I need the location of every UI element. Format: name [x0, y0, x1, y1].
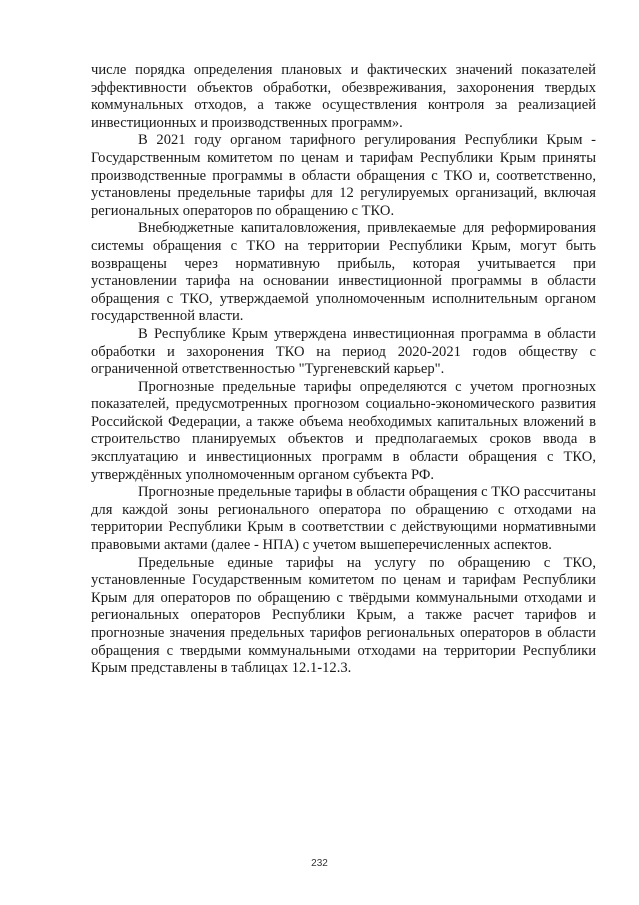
paragraph-tariff-calculation: Прогнозные предельные тарифы в области обращения с ТКО рассчитаны для каждой зоны регионального оператора по обращению с отходами на территории Республики Крым в соответствии с действующими нормативными правовыми актами (далее - НПА) с учетом вышеперечисленных аспектов.: [91, 484, 596, 554]
paragraph-investment-program: В Республике Крым утверждена инвестиционная программа в области обработки и захоронения ТКО на период 2020-2021 годов обществу с ограниченной ответственностью "Тургеневский карьер".: [91, 325, 596, 378]
paragraph-capital-investment: Внебюджетные капиталовложения, привлекаемые для реформирования системы обращения с ТКО на территории Республики Крым, могут быть возвращены через нормативную прибыль, которая учитывается при установлении тарифа на основании инвестиционной программы в области обращения с ТКО, утверждаемой уполномоченным исполнительным органом государственной власти.: [91, 220, 596, 325]
paragraph-forecast-tariffs: Прогнозные предельные тарифы определяются с учетом прогнозных показателей, предусмотренных прогнозом социально-экономического развития Российской Федерации, а также объема необходимых капитальных вложений в строительство планируемых объектов и предполагаемых сроков ввода в эксплуатацию и инвестиционных программ в области обращения с ТКО, утверждённых уполномоченным органом субъекта РФ.: [91, 378, 596, 483]
paragraph-tables-reference: Предельные единые тарифы на услугу по обращению с ТКО, установленные Государственным комитетом по ценам и тарифам Республики Крым для операторов по обращению с твёрдыми коммунальными отходами и региональных операторов Республики Крым, а также расчет тарифов и прогнозные значения предельных тарифов региональных операторов в области обращения с твердыми коммунальными отходами на территории Республики Крым представлены в таблицах 12.1-12.3.: [91, 554, 596, 677]
paragraph-tariff-regulation: В 2021 году органом тарифного регулирования Республики Крым - Государственным комитетом по ценам и тарифам Республики Крым приняты производственные программы в области обращения с ТКО и, соответственно, установлены предельные тарифы для 12 регулируемых организаций, включая региональных операторов по обращению с ТКО.: [91, 132, 596, 219]
page-number: 232: [311, 858, 328, 869]
paragraph-continuation: числе порядка определения плановых и фактических значений показателей эффективности объектов обработки, обезвреживания, захоронения твердых коммунальных отходов, а также осуществления контроля за реализацией инвестиционных и производственных программ».: [91, 62, 596, 131]
document-body: [91, 62, 596, 678]
